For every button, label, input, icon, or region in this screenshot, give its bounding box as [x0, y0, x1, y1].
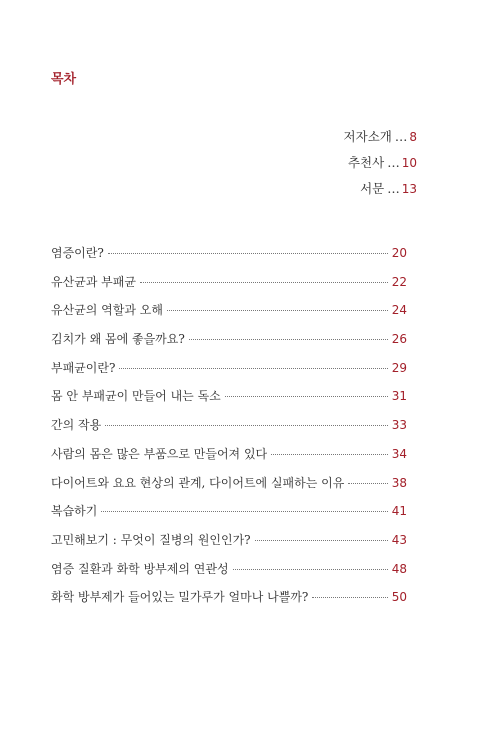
- page-number: 48: [391, 561, 407, 576]
- page-number: 33: [391, 418, 407, 433]
- toc-entry-label: 다이어트와 요요 현상의 관계, 다이어트에 실패하는 이유: [51, 475, 345, 490]
- leader-dots: [101, 511, 387, 512]
- toc-entry-label: 사람의 몸은 많은 부품으로 만들어져 있다: [51, 446, 268, 461]
- toc-entry-label: 부패균이란?: [51, 360, 116, 375]
- toc-entry-label: 김치가 왜 몸에 좋을까요?: [51, 332, 185, 347]
- leader-dots: [189, 339, 388, 340]
- toc-entry: [51, 416, 407, 445]
- leader-dots: …: [394, 129, 407, 144]
- leader-dots: [271, 454, 388, 455]
- page-number: 29: [391, 360, 407, 375]
- toc-entry: [51, 273, 407, 302]
- front-matter-label: 서문: [360, 181, 385, 196]
- leader-dots: [167, 310, 388, 311]
- toc-entry: [51, 588, 407, 617]
- toc-entry: [51, 445, 407, 474]
- leader-dots: [225, 396, 388, 397]
- toc-entry-label: 유산균과 부패균: [51, 274, 136, 289]
- toc-entry: [51, 560, 407, 589]
- toc-entry-label: 유산균의 역할과 오해: [51, 303, 163, 318]
- toc-entry: [51, 244, 407, 273]
- toc-entry: [51, 531, 407, 560]
- page-number: 38: [391, 475, 407, 490]
- front-matter-item: [344, 176, 417, 202]
- toc-entry: [51, 474, 407, 503]
- leader-dots: [108, 253, 388, 254]
- toc-entry: [51, 330, 407, 359]
- toc-entry-label: 화학 방부제가 들어있는 밀가루가 얼마나 나쁠까?: [51, 590, 309, 605]
- toc-entry-label: 몸 안 부패균이 만들어 내는 독소: [51, 389, 221, 404]
- leader-dots: [105, 425, 388, 426]
- page-number: 24: [391, 303, 407, 318]
- leader-dots: …: [387, 155, 399, 170]
- front-matter-item: [344, 124, 417, 150]
- front-matter-label: 저자소개: [343, 129, 392, 144]
- page-number: 8: [409, 130, 417, 144]
- page-number: 34: [391, 446, 407, 461]
- page-number: 26: [391, 332, 407, 347]
- leader-dots: [312, 597, 387, 598]
- toc-list: [51, 244, 407, 617]
- toc-entry-label: 고민해보기 : 무엇이 질병의 원인인가?: [51, 532, 251, 547]
- toc-entry-label: 간의 작용: [51, 418, 102, 433]
- leader-dots: [255, 540, 388, 541]
- toc-entry: [51, 502, 407, 531]
- front-matter-label: 추천사: [347, 155, 385, 170]
- toc-entry: [51, 301, 407, 330]
- page-number: 22: [391, 274, 407, 289]
- leader-dots: [140, 282, 388, 283]
- toc-entry-label: 복습하기: [51, 504, 98, 519]
- toc-entry: [51, 387, 407, 416]
- page-number: 50: [391, 590, 407, 605]
- toc-entry-label: 염증 질환과 화학 방부제의 연관성: [51, 561, 229, 576]
- front-matter-list: [344, 124, 417, 202]
- page-number: 41: [391, 504, 407, 519]
- leader-dots: …: [387, 181, 399, 196]
- leader-dots: [233, 569, 388, 570]
- page-number: 13: [401, 182, 417, 196]
- page-number: 31: [391, 389, 407, 404]
- page-number: 20: [391, 246, 407, 260]
- front-matter-item: [344, 150, 417, 176]
- page-title: 목차: [51, 72, 77, 87]
- page-number: 10: [401, 156, 417, 170]
- page-number: 43: [391, 532, 407, 547]
- toc-entry-label: 염증이란?: [51, 246, 104, 260]
- leader-dots: [119, 368, 387, 369]
- toc-entry: [51, 359, 407, 388]
- leader-dots: [348, 483, 387, 484]
